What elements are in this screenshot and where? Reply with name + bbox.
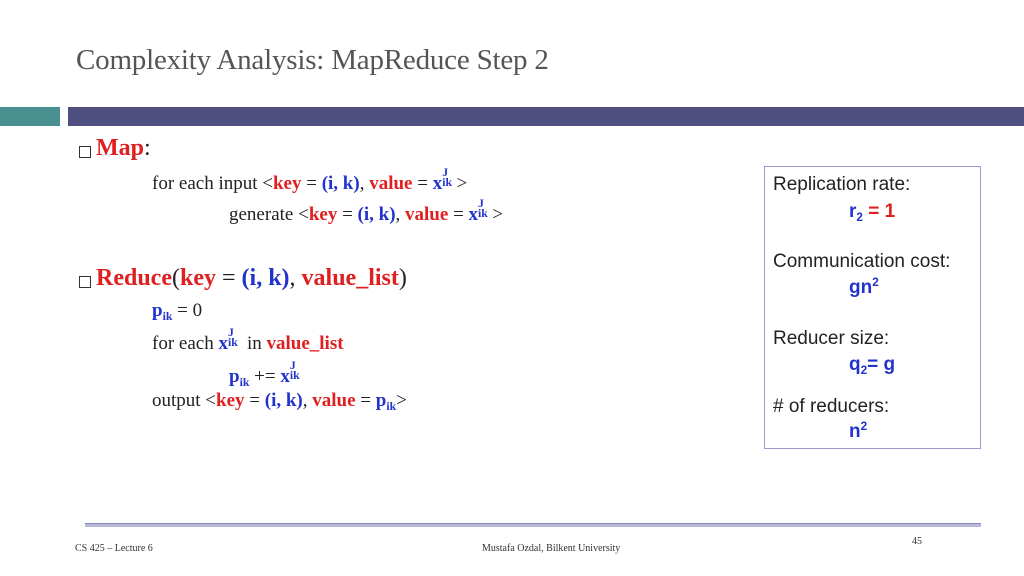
reduce-line-4-ik: (i, k) xyxy=(264,390,303,411)
reduce-heading xyxy=(96,265,407,292)
reduce-line-3-x-base: x xyxy=(280,366,290,387)
reduce-line-4-key: key xyxy=(216,390,245,411)
reduce-ik: (i, k) xyxy=(241,265,290,291)
reduce-line-4-value: value xyxy=(312,390,356,411)
reduce-key: key xyxy=(179,265,216,291)
reduce-line-3-psub: ik xyxy=(239,376,250,390)
reducer-size-sub: 2 xyxy=(860,364,868,378)
map-heading xyxy=(96,135,151,162)
reduce-comma: , xyxy=(289,265,302,291)
number-of-reducers-base: n xyxy=(849,421,861,442)
communication-cost-base: gn xyxy=(849,277,873,298)
map-line-2-x-base: x xyxy=(468,204,479,225)
map-line-1-sub: ik xyxy=(442,176,453,190)
map-line-1-key: key xyxy=(272,173,302,194)
reducer-size-rest: = g xyxy=(867,354,896,375)
map-line-2-prefix: generate < xyxy=(229,204,309,225)
replication-rate-sub: 2 xyxy=(856,211,863,225)
page-number: 45 xyxy=(912,536,922,547)
map-line-1-prefix: for each input < xyxy=(152,173,273,194)
communication-cost-sup: 2 xyxy=(872,275,879,289)
reduce-line-4-sub: ik xyxy=(386,400,397,414)
reduce-line-2-x xyxy=(218,325,242,354)
reduce-line-4-close: > xyxy=(396,390,407,411)
map-line-1-eq2: = xyxy=(412,173,433,194)
map-line-1-comma: , xyxy=(359,173,370,194)
map-line-2-close: > xyxy=(492,204,503,225)
complexity-summary-box xyxy=(764,166,981,449)
communication-cost-value xyxy=(849,277,879,299)
map-line-1-value: value xyxy=(369,173,413,194)
replication-rate-rest: = 1 xyxy=(862,201,896,222)
reduce-line-1 xyxy=(152,300,202,322)
map-line-1-x xyxy=(432,165,457,194)
title-accent-bar-left xyxy=(0,107,60,126)
reduce-eq: = xyxy=(215,265,242,291)
reduce-line-2-value-list: value_list xyxy=(266,333,344,354)
reduce-value-list: value_list xyxy=(301,265,399,291)
reduce-line-1-p: p xyxy=(152,300,163,321)
reduce-line-3-x xyxy=(280,358,304,387)
map-line-2-x-scripts xyxy=(478,196,492,221)
reduce-line-3-sub: ik xyxy=(289,369,300,383)
reduce-keyword: Reduce xyxy=(96,265,172,291)
map-line-2-eq2: = xyxy=(448,204,469,225)
footer-course: CS 425 – Lecture 6 xyxy=(75,543,153,554)
reduce-line-4-eq1: = xyxy=(244,390,265,411)
replication-rate-base: r xyxy=(849,201,857,222)
reduce-line-1-sub: ik xyxy=(162,310,173,324)
number-of-reducers-value xyxy=(849,421,867,443)
reduce-line-4-p: p xyxy=(375,390,387,411)
reduce-line-3-x-scripts xyxy=(289,358,304,383)
reduce-line-2-x-base: x xyxy=(218,333,228,354)
reduce-line-2-in: in xyxy=(242,333,267,354)
number-of-reducers-sup: 2 xyxy=(860,419,868,433)
slide-title: Complexity Analysis: MapReduce Step 2 xyxy=(76,44,549,76)
map-line-1-ik: (i, k) xyxy=(321,173,360,194)
map-line-1-close: > xyxy=(456,173,468,194)
reduce-line-3-sup: J xyxy=(289,358,296,372)
reduce-line-4-comma: , xyxy=(302,390,313,411)
map-line-1-x-scripts xyxy=(442,165,456,190)
title-accent-bar xyxy=(68,107,1024,126)
reducer-size-base: q xyxy=(849,354,861,375)
reduce-line-2-prefix: for each xyxy=(152,333,219,354)
reduce-bullet xyxy=(79,276,91,288)
communication-cost-label: Communication cost: xyxy=(773,251,951,272)
map-line-1-x-base: x xyxy=(432,173,443,194)
map-line-1 xyxy=(152,165,468,195)
reduce-line-3-p: p xyxy=(229,366,240,387)
footer-divider xyxy=(85,523,981,527)
map-line-1-sup: J xyxy=(442,165,449,179)
reduce-line-2-sub: ik xyxy=(227,336,238,350)
map-line-2-sub: ik xyxy=(478,207,488,221)
reduce-line-2-sup: J xyxy=(227,325,234,339)
map-line-1-eq1: = xyxy=(301,173,322,194)
map-line-2-value: value xyxy=(405,204,449,225)
reducer-size-label: Reducer size: xyxy=(773,328,890,349)
map-line-2-key: key xyxy=(308,204,338,225)
map-line-2 xyxy=(229,196,503,226)
map-line-2-comma: , xyxy=(395,204,406,225)
reducer-size-value xyxy=(849,354,895,376)
map-line-2-x xyxy=(468,196,493,225)
reduce-line-4-eq2: = xyxy=(355,390,376,411)
reduce-close-paren: ) xyxy=(398,265,407,291)
map-keyword: Map xyxy=(96,135,144,161)
replication-rate-value xyxy=(849,201,895,223)
reduce-line-3 xyxy=(229,358,304,390)
reduce-line-2 xyxy=(152,325,344,355)
footer-author: Mustafa Ozdal, Bilkent University xyxy=(482,543,621,554)
reduce-line-4 xyxy=(152,390,407,412)
map-bullet xyxy=(79,146,91,158)
map-line-2-eq1: = xyxy=(337,204,358,225)
map-colon: : xyxy=(144,135,151,161)
number-of-reducers-label: # of reducers: xyxy=(773,396,890,417)
reduce-open-paren: ( xyxy=(171,265,180,291)
reduce-line-4-prefix: output < xyxy=(152,390,217,411)
replication-rate-label: Replication rate: xyxy=(773,174,911,195)
reduce-line-1-rest: = 0 xyxy=(172,300,203,321)
map-line-2-ik: (i, k) xyxy=(357,204,396,225)
reduce-line-2-x-scripts xyxy=(227,325,242,350)
reduce-line-3-op: += xyxy=(249,366,281,387)
map-line-2-sup: J xyxy=(478,196,484,210)
